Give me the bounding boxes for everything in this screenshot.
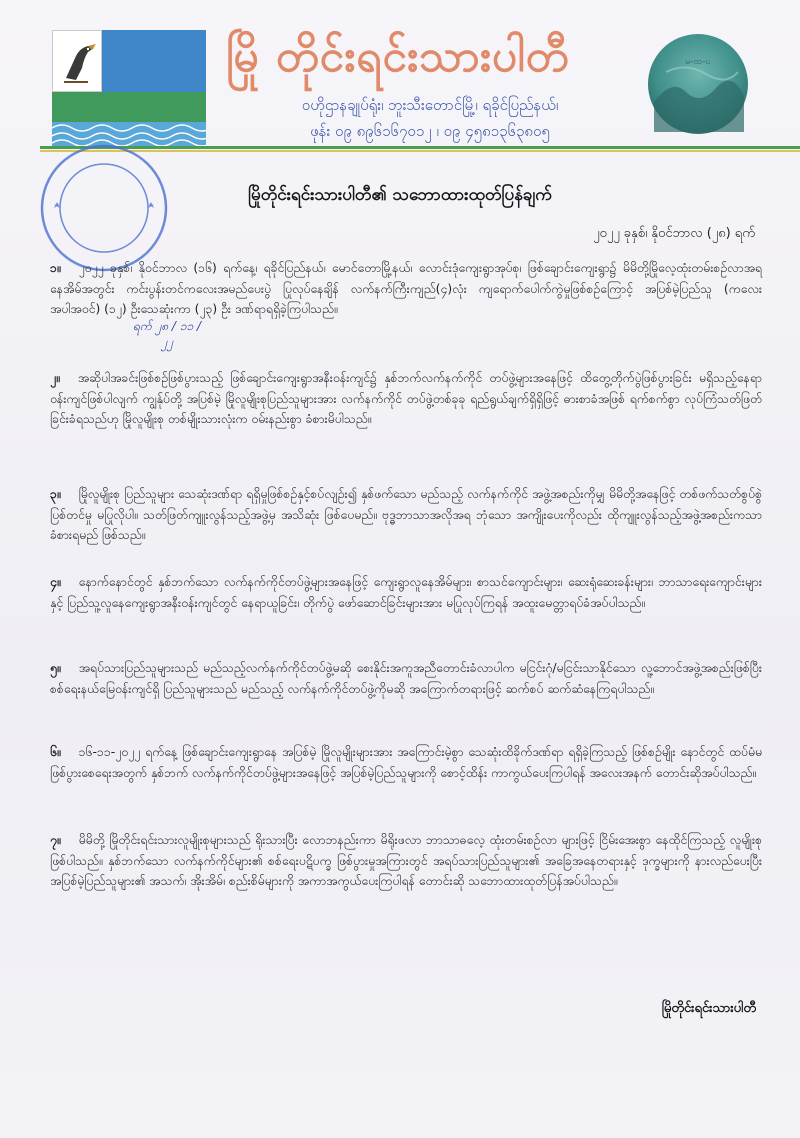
party-address: ဝဟိုဌာနချုပ်ရုံး၊ ဘူးသီးတောင်မြို့၊ ရခိုင်ပြည်နယ်၊: [301, 96, 559, 114]
document-title: မြိုတိုင်းရင်းသားပါတီ၏ သဘောထားထုတ်ပြန်ချက်: [248, 185, 552, 205]
emblem-icon: [646, 32, 750, 136]
paragraph-4: [50, 572, 762, 613]
paragraph-text: နောက်နောင်တွင် နှစ်ဘက်သော လက်နက်ကိုင်တပ်ဖွဲ့များအနေဖြင့် ကျေးရွာလူနေအိမ်များ၊ စာသင်ကျောင်းများ၊ ဆေးရုံဆေးခန်းများ၊ ဘာသာရေးကျောင်းများနှင့် ပြည်သူ့လူနေကျေးရွာအနီးဝန်းကျင်တွင် နေရာယူခြင်း၊ တိုက်ပွဲ ဖော်ဆောင်ခြင်းများအား မပြုလုပ်ကြရန် အထူးမေတ္တာရပ်ခံအပ်ပါသည်။: [50, 575, 762, 610]
document-date: ၂၀၂၂ ခုနှစ်၊ နိုဝင်ဘာလ (၂၈) ရက်: [593, 226, 755, 241]
party-flag-logo: [52, 30, 206, 146]
party-round-emblem: [646, 32, 750, 136]
paragraph-text: ၂၀၂၂ ခုနှစ်၊ နိုဝင်ဘာလ (၁၆) ရက်နေ့၊ ရခိုင်ပြည်နယ်၊ မောင်တောမြို့နယ်၊ လောင်းဒုံကျေးရွာအုပ်စု၊ ဖြစ်ချောင်းကျေးရွာ၌ မိမိတို့မြိုလေ့ထုံးတမ်းစဉ်လာအရ နေအိမ်အတွင်း ကင်းပွန်းတင်ကလေးအမည်ပေးပွဲ ပြုလုပ်နေချိန် လက်နက်ကြီးကျည်(၄)လုံး ကျရောက်ပေါက်ကွဲမှုဖြစ်စဉ်ကြောင့် အပြစ်မဲ့ပြည်သူ (ကလေးအပါအဝင်) (၁၂) ဦးသေဆုံးကာ (၂၃) ဦး ဒဏ်ရာရရှိခဲ့ကြပါသည်။: [50, 261, 762, 316]
emblem-label: မ-ထ-ပ: [685, 57, 711, 67]
paragraph-text: အရပ်သားပြည်သူများသည် မည်သည့်လက်နက်ကိုင်တပ်ဖွဲ့မဆို စေးနိုင်းအကူအညီတောင်းခံလာပါက မငြင်းဂုံ/မငြင်းသာနိုင်သော လူ့ဘောင်အဖွဲ့အစည်းဖြစ်ပြီး စစ်ရေးနယ်မြေဝန်းကျင်ရှိ ပြည်သူများသည် မည်သည့် လက်နက်ကိုင်တပ်ဖွဲ့ကိုမဆို အကြောက်တရားဖြင့် ဆက်စပ် ဆက်ဆံနေကြရပါသည်။: [50, 661, 762, 696]
paragraph-text: ၁၆-၁၁-၂၀၂၂ ရက်နေ့ ဖြစ်ချောင်းကျေးရွာနေ အပြစ်မဲ့ မြိုလူမျိုးများအား အကြောင်းမဲ့စွာ သေဆုံးထိခိုက်ဒဏ်ရာ ရရှိခဲ့ကြသည့် ဖြစ်စဉ်မျိုး နောင်တွင် ထပ်မံမဖြစ်ပွားစေရေးအတွက် နှစ်ဘက် လက်နက်ကိုင်တပ်ဖွဲ့များအနေဖြင့် အပြစ်မဲ့ပြည်သူများကို စောင့်ထိန်း ကာကွယ်ပေးကြပါရန် အလေးအနက် တောင်းဆိုအပ်ပါသည်။: [50, 745, 762, 780]
paragraph-number: ၅။: [50, 661, 61, 675]
paragraph-6: [50, 742, 762, 783]
paragraph-number: ၁။: [50, 261, 61, 275]
paragraph-3: [50, 484, 762, 546]
paragraph-number: ၆။: [50, 745, 61, 759]
signature-party-name: မြိုတိုင်းရင်းသားပါတီ: [661, 1001, 756, 1016]
paragraph-number: ၂။: [50, 371, 60, 385]
party-name: မြို တိုင်းရင်းသားပါတီ: [226, 31, 570, 82]
paragraph-text: အဆိုပါအခင်းဖြစ်စဉ်ဖြစ်ပွားသည့် ဖြစ်ချောင်းကျေးရွာအနီးဝန်းကျင်၌ နှစ်ဘက်လက်နက်ကိုင် တပ်ဖွဲ့များအနေဖြင့် ထိတွေ့တိုက်ပွဲဖြစ်ပွားခြင်း မရှိသည့်နေရာဝန်းကျင်ဖြစ်ပါလျက် ကျွန်ုပ်တို့ အပြစ်မဲ့ မြိုလူမျိုးစုပြည်သူများအား လက်နက်ကိုင် တပ်ဖွဲ့တစ်ခုခု ရည်ရွယ်ချက်ရှိရှိဖြင့် ဓားစာခံအဖြစ် ရက်စက်စွာ လုပ်ကြံသတ်ဖြတ်ခြင်းခံရသည်ဟု မြိုလူမျိုးစု တစ်မျိုးသားလုံးက ဝမ်းနည်းစွာ ခံစားမိပါသည်။: [50, 371, 762, 426]
paragraph-7: [50, 830, 762, 892]
paragraph-number: ၄။: [50, 575, 61, 589]
hornbill-bird-icon: [58, 38, 98, 86]
paragraph-text: မိမိတို့ မြိုတိုင်းရင်းသားလူမျိုးစုများသည် ရိုးသားပြီး လောဘနည်းကာ မိရိုးဖလာ ဘာသာဓလေ့ ထုံးတမ်းစဉ်လာ များဖြင့် ငြိမ်းအေးစွာ နေထိုင်ကြသည့် လူမျိုးစုဖြစ်ပါသည်။ နှစ်ဘက်သော လက်နက်ကိုင်များ၏ စစ်ရေးပဋိပက္ခ ဖြစ်ပွားမှုအကြားတွင် အရပ်သားပြည်သူများ၏ အခြေအနေတရားနှင့် ဒုက္ခများကို နားလည်ပေးပြီး အပြစ်မဲ့ပြည်သူများ၏ အသက်၊ အိုးအိမ်၊ စည်းစိမ်များကို အကာအကွယ်ပေးကြပါရန် တောင်းဆို သဘောထားထုတ်ပြန်အပ်ပါသည်။: [50, 833, 762, 888]
paragraph-text: မြိုလူမျိုးစု ပြည်သူများ သေဆုံးဒဏ်ရာ ရရှိမှုဖြစ်စဉ်နှင့်စပ်လျဉ်း၍ နှစ်ဖက်သော မည်သည့် လက်နက်ကိုင် အဖွဲ့အစည်းကိုမျှ မိမိတို့အနေဖြင့် တစ်ဖက်သတ်စွပ်စွဲပြစ်တင်မှု မပြုလိုပါ။ သတ်ဖြတ်ကျူးလွန်သည့်အဖွဲ့မှ အသိဆုံး ဖြစ်ပေမည်။ ဗုဒ္ဓဘာသာအလိုအရ ဘုံသော အကျိုးပေးကိုလည်း ထိုကျူးလွန်သည့်အဖွဲ့အစည်းကသာ ခံစားရမည် ဖြစ်သည်။: [50, 487, 762, 542]
paragraph-5: [50, 658, 762, 699]
paragraph-number: ၃။: [50, 487, 61, 501]
paragraph-1: [50, 258, 762, 320]
paragraph-number: ၇။: [50, 833, 61, 847]
paragraph-2: [50, 368, 762, 430]
party-phone: ဖုန်း ၀၉ ၈၉၆၁၆၇၀၁၂ ၊ ၀၉ ၄၅၈၁၃၆၃၈၀၅: [310, 122, 550, 140]
stamp-handwritten-date: ရက် ၂၈ / ၁၁ / ၂၂: [132, 319, 202, 349]
